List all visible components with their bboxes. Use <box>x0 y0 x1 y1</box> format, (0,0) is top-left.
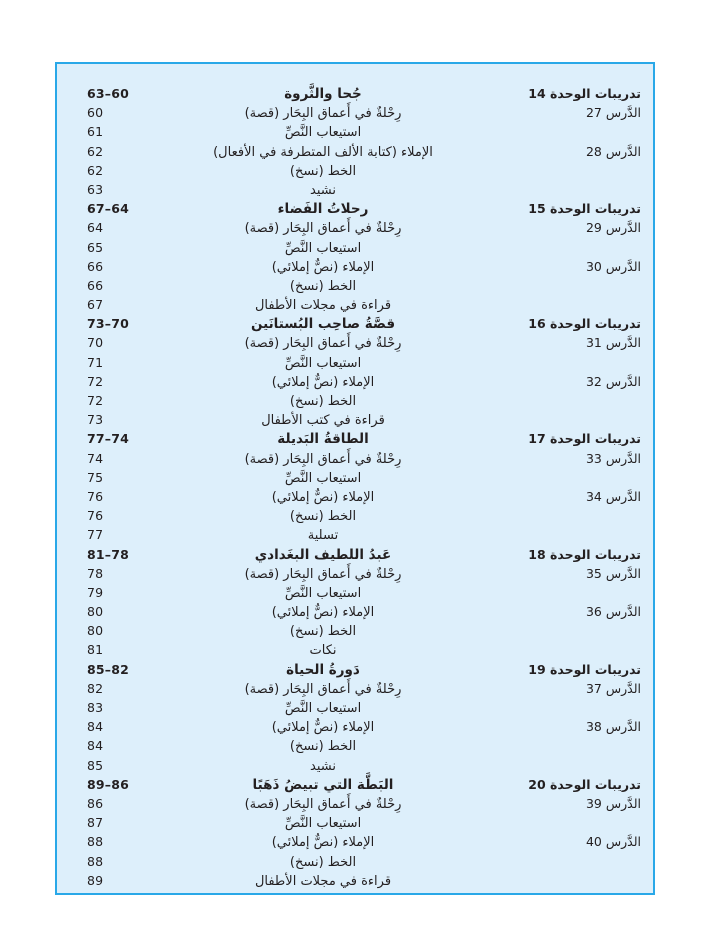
unit-title: عَبدُ اللطيف البغَدادي <box>254 546 392 563</box>
row-title: نشيد <box>310 182 336 198</box>
row-page-number: 61 <box>87 124 104 140</box>
lesson-label: الدَّرس 32 <box>585 373 641 389</box>
unit-page-range: 63–60 <box>87 86 130 101</box>
lesson-label: الدَّرس 27 <box>585 105 641 121</box>
row-title: الخط (نسخ) <box>289 624 357 640</box>
row-title: قراءة في كتب الأطفال <box>261 413 385 429</box>
row-page-number: 84 <box>87 738 104 754</box>
lesson-row <box>65 506 645 525</box>
row-title: رِحْلةٌ في أَعماق البِحَار (قصة) <box>244 336 402 352</box>
lesson-row <box>65 717 645 736</box>
row-title: استيعاب النَّصِّ <box>284 470 362 486</box>
lesson-label: الدَّرس 36 <box>585 604 641 620</box>
lesson-row <box>65 852 645 871</box>
table-of-contents-panel <box>55 62 655 895</box>
row-title: رِحْلةٌ في أَعماق البِحَار (قصة) <box>244 566 402 582</box>
row-page-number: 66 <box>87 258 104 274</box>
lesson-label: الدَّرس 34 <box>585 488 641 504</box>
row-page-number: 64 <box>87 220 104 236</box>
row-title: تسلية <box>307 528 339 544</box>
lesson-row <box>65 353 645 372</box>
row-page-number: 80 <box>87 623 104 639</box>
row-page-number: 79 <box>87 584 104 600</box>
unit-page-range: 81–78 <box>87 546 130 562</box>
unit-header-row <box>65 314 645 333</box>
row-page-number: 60 <box>87 105 104 121</box>
lesson-row <box>65 238 645 257</box>
row-page-number: 86 <box>87 795 104 811</box>
unit-header-row <box>65 775 645 794</box>
lesson-label: الدَّرس 37 <box>585 680 641 696</box>
row-title: الإملاء (نصٌّ إملائي) <box>271 720 375 736</box>
row-title: رِحْلةٌ في أَعماق البِحَار (قصة) <box>244 681 402 697</box>
lesson-row <box>65 372 645 391</box>
unit-block <box>65 84 645 199</box>
row-title: الخط (نسخ) <box>289 278 357 294</box>
row-page-number: 81 <box>87 642 104 658</box>
row-page-number: 76 <box>87 508 104 524</box>
row-page-number: 82 <box>87 680 104 696</box>
unit-header-row <box>65 199 645 218</box>
row-page-number: 62 <box>87 143 104 159</box>
lesson-row <box>65 391 645 410</box>
row-page-number: 65 <box>87 239 104 255</box>
row-page-number: 72 <box>87 393 104 408</box>
unit-block <box>65 660 645 775</box>
lesson-row <box>65 487 645 506</box>
unit-label: تدريبات الوحدة 19 <box>528 661 641 677</box>
row-page-number: 62 <box>87 162 104 178</box>
lesson-label: الدَّرس 33 <box>585 450 641 466</box>
unit-page-range: 77–74 <box>87 431 130 447</box>
unit-title: البَطَّة التي تبيضُ ذَهَبًا <box>252 776 394 793</box>
row-page-number: 74 <box>87 450 104 466</box>
lesson-label: الدَّرس 39 <box>585 795 641 811</box>
lesson-row <box>65 295 645 314</box>
unit-title: رحلاتُ الفَضاء <box>277 201 369 218</box>
lesson-row <box>65 142 645 161</box>
row-page-number: 73 <box>87 412 104 428</box>
unit-title: دَورةُ الحياة <box>286 661 360 678</box>
row-page-number: 89 <box>87 872 104 888</box>
lesson-row <box>65 122 645 141</box>
unit-page-range: 85–82 <box>87 661 130 677</box>
row-page-number: 80 <box>87 604 104 620</box>
lesson-row <box>65 468 645 487</box>
row-title: نشيد <box>310 758 336 774</box>
lesson-row <box>65 583 645 602</box>
row-page-number: 72 <box>87 373 104 389</box>
lesson-row <box>65 756 645 775</box>
lesson-label: الدَّرس 38 <box>585 719 641 735</box>
row-title: قراءة في مجلات الأطفال <box>254 298 392 314</box>
row-title: استيعاب النَّصِّ <box>284 816 362 832</box>
lesson-row <box>65 679 645 698</box>
unit-label: تدريبات الوحدة 20 <box>528 776 641 792</box>
lesson-label: الدَّرس 35 <box>585 565 641 581</box>
lesson-row <box>65 871 645 890</box>
lesson-row <box>65 525 645 544</box>
row-page-number: 75 <box>87 469 104 485</box>
row-page-number: 76 <box>87 488 104 504</box>
unit-page-range: 67–64 <box>87 201 130 217</box>
lesson-row <box>65 832 645 851</box>
lesson-row <box>65 410 645 429</box>
lesson-row <box>65 564 645 583</box>
row-title: قراءة في مجلات الأطفال <box>254 873 392 889</box>
row-title: الخط (نسخ) <box>289 854 357 870</box>
lesson-row <box>65 736 645 755</box>
lesson-row <box>65 621 645 640</box>
row-page-number: 84 <box>87 719 104 735</box>
unit-title: قصَّةُ صاحِب البُستانَين <box>250 316 396 333</box>
lesson-row <box>65 813 645 832</box>
unit-label: تدريبات الوحدة 14 <box>528 86 641 101</box>
row-title: رِحْلةٌ في أَعماق البِحَار (قصة) <box>244 106 402 122</box>
unit-block <box>65 429 645 544</box>
unit-header-row <box>65 84 645 103</box>
row-title: نكات <box>309 643 337 659</box>
unit-label: تدريبات الوحدة 18 <box>528 546 641 562</box>
row-page-number: 78 <box>87 565 104 581</box>
row-title: الإملاء (نصٌّ إملائي) <box>271 605 375 621</box>
lesson-row <box>65 333 645 352</box>
lesson-row <box>65 602 645 621</box>
row-title: الإملاء (نصٌّ إملائي) <box>271 259 375 275</box>
unit-label: تدريبات الوحدة 16 <box>528 316 641 332</box>
row-title: استيعاب النَّصِّ <box>284 240 362 256</box>
row-title: الإملاء (نصٌّ إملائي) <box>271 835 375 851</box>
unit-label: تدريبات الوحدة 15 <box>528 201 641 217</box>
table-of-contents-body <box>65 84 645 890</box>
unit-title: جُحا والثَّروة <box>284 86 362 102</box>
lesson-row <box>65 640 645 659</box>
row-title: استيعاب النَّصِّ <box>284 125 362 141</box>
row-title: استيعاب النَّصِّ <box>284 701 362 716</box>
lesson-row <box>65 257 645 276</box>
lesson-label: الدَّرس 29 <box>585 220 641 236</box>
unit-block <box>65 314 645 429</box>
unit-block <box>65 199 645 314</box>
row-page-number: 67 <box>87 297 104 313</box>
unit-header-row <box>65 545 645 564</box>
unit-title: الطاقةُ البَديلة <box>277 431 369 448</box>
lesson-label: الدَّرس 40 <box>585 834 641 850</box>
row-page-number: 83 <box>87 700 104 715</box>
row-title: استيعاب النَّصِّ <box>284 585 362 601</box>
row-title: الخط (نسخ) <box>289 394 357 409</box>
row-page-number: 88 <box>87 853 104 869</box>
unit-page-range: 89–86 <box>87 776 130 792</box>
row-page-number: 63 <box>87 181 104 197</box>
row-title: الخط (نسخ) <box>289 163 357 179</box>
lesson-row <box>65 161 645 180</box>
row-title: رِحْلةٌ في أَعماق البِحَار (قصة) <box>244 796 402 812</box>
unit-header-row <box>65 429 645 448</box>
unit-block <box>65 775 645 890</box>
row-page-number: 85 <box>87 757 104 773</box>
row-title: استيعاب النَّصِّ <box>284 355 362 371</box>
lesson-row <box>65 103 645 122</box>
lesson-label: الدَّرس 28 <box>585 143 641 159</box>
row-title: الخط (نسخ) <box>289 509 357 525</box>
lesson-label: الدَّرس 30 <box>585 258 641 274</box>
lesson-row <box>65 698 645 717</box>
lesson-label: الدَّرس 31 <box>585 335 641 351</box>
unit-page-range: 73–70 <box>87 316 130 332</box>
row-page-number: 66 <box>87 277 104 293</box>
row-title: الإملاء (نصٌّ إملائي) <box>271 374 375 390</box>
row-page-number: 71 <box>87 354 104 370</box>
lesson-row <box>65 276 645 295</box>
row-title: الخط (نسخ) <box>289 739 357 755</box>
lesson-row <box>65 449 645 468</box>
row-page-number: 88 <box>87 834 104 850</box>
lesson-row <box>65 180 645 199</box>
unit-label: تدريبات الوحدة 17 <box>528 431 641 447</box>
row-title: رِحْلةٌ في أَعماق البِحَار (قصة) <box>244 451 402 467</box>
row-page-number: 70 <box>87 335 104 351</box>
unit-header-row <box>65 660 645 679</box>
unit-block <box>65 545 645 660</box>
row-title: رِحْلةٌ في أَعماق البِحَار (قصة) <box>244 221 402 237</box>
lesson-row <box>65 218 645 237</box>
row-title: الإملاء (نصٌّ إملائي) <box>271 489 375 505</box>
row-title: الإملاء (كتابة الألف المتطرفة في الأفعال) <box>213 144 433 160</box>
lesson-row <box>65 794 645 813</box>
row-page-number: 77 <box>87 527 104 543</box>
row-page-number: 87 <box>87 815 104 831</box>
